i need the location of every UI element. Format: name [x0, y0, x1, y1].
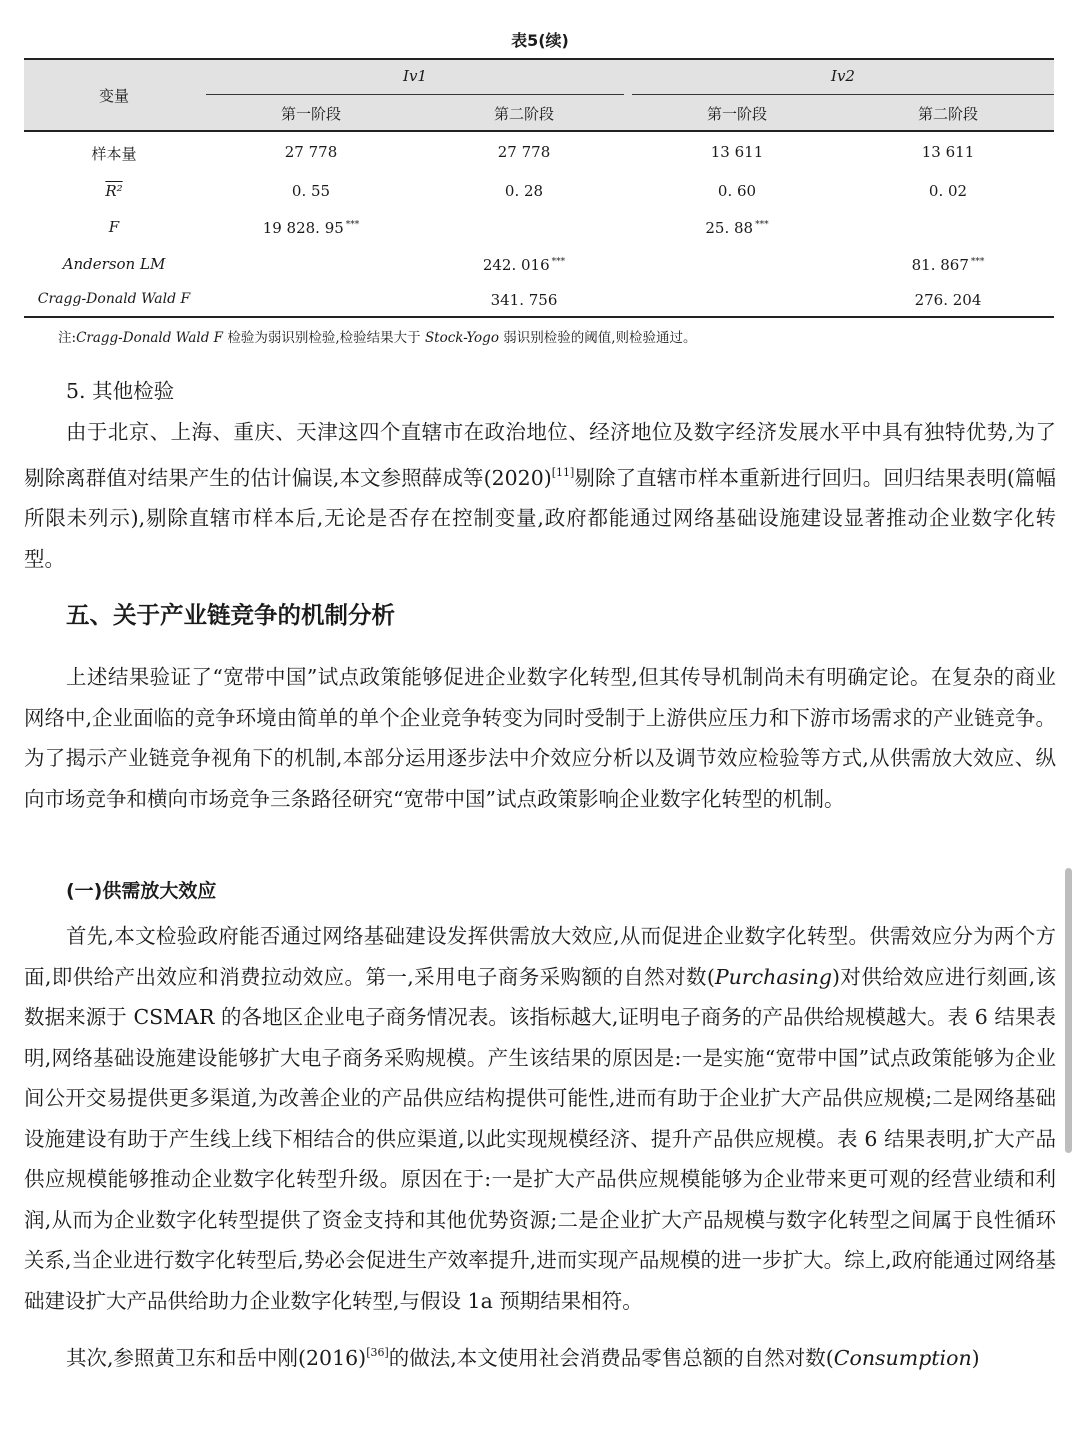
vertical-scrollbar[interactable] — [1065, 868, 1072, 1153]
table-cell — [632, 219, 842, 237]
table-title: 表5(续) — [511, 31, 569, 50]
header-group-iv2: Iv2 — [831, 67, 855, 85]
header-iv2-stage2: 第二阶段 — [917, 105, 978, 123]
table-header-rule — [24, 130, 1054, 132]
paragraph — [24, 412, 1056, 579]
table-cell: 0. 60 — [717, 182, 757, 200]
paragraph-text: 的做法,本文使用社会消费品零售总额的自然对数( — [388, 1346, 834, 1370]
table-cell — [206, 219, 416, 237]
significance-stars: *** — [345, 220, 360, 230]
note-text: 检验为弱识别检验,检验结果大于 — [223, 330, 425, 346]
note-prefix: 注: — [58, 330, 77, 346]
header-group-iv1: Iv1 — [403, 67, 427, 85]
significance-stars: *** — [551, 257, 566, 267]
group1-underline — [206, 94, 624, 95]
table-cell: 27 778 — [284, 143, 338, 161]
cell-value: 25. 88 — [705, 219, 754, 237]
row-label-sample-size: 样本量 — [91, 145, 137, 163]
header-iv1-stage1: 第一阶段 — [280, 105, 341, 123]
group2-underline — [632, 94, 1054, 95]
significance-stars: *** — [755, 220, 769, 230]
table-cell: 27 778 — [497, 143, 551, 161]
table-cell — [842, 256, 1054, 274]
header-iv1-stage2: 第二阶段 — [493, 105, 554, 123]
table-cell: 0. 55 — [291, 182, 331, 200]
paragraph-text: 首先,本文检验政府能否通过网络基础建设发挥供需放大效应,从而促进企业数字化转型。供需效应分为两个方面,即供给产出效应和消费拉动效应。第一,采用电子商务采购额的自然对数( — [24, 924, 1056, 989]
table-cell: 276. 204 — [914, 291, 982, 309]
header-iv2-stage1: 第一阶段 — [706, 105, 767, 123]
paragraph — [24, 916, 1056, 1321]
citation: [36] — [366, 1346, 389, 1359]
row-label-adjusted-r2 — [24, 182, 204, 200]
paragraph-text: ) — [971, 1346, 980, 1370]
paragraph-text: 其次,参照黄卫东和岳中刚(2016) — [66, 1346, 367, 1370]
note-term: Stock-Yogo — [424, 330, 499, 346]
table-cell: 0. 28 — [504, 182, 544, 200]
paragraph: 上述结果验证了“宽带中国”试点政策能够促进企业数字化转型,但其传导机制尚未有明确定论。在复杂的商业网络中,企业面临的竞争环境由简单的单个企业竞争转变为同时受制于上游供应压力和下游市场需求的产业链竞争。为了揭示产业链竞争视角下的机制,本部分运用逐步法中介效应分析以及调节效应检验等方式,从供需放大效应、纵向市场竞争和横向市场竞争三条路径研究“宽带中国”试点政策影响企业数字化转型的机制。 — [24, 665, 1056, 811]
variable-term: Purchasing — [714, 964, 832, 989]
table-cell: 13 611 — [921, 143, 975, 161]
paragraph-text: )对供给效应进行刻画,该数据来源于 CSMAR 的各地区企业电子商务情况表。该指标越大,证明电子商务的产品供给规模越大。表 6 结果表明,网络基础设施建设能够扩大电子商务采购规模。产生该结果的原因是:一是实施“宽带中国”试点政策能够为企业间公开交易提供更多渠道,为改善企业的产品供应结构提供可能性,进而有助于企业扩大产品供应规模;二是网络基础设施建设有助于产生线上线下相结合的供应渠道,以此实现规模经济、提升产品供应规模。表 6 结果表明,扩大产品供应规模能够推动企业数字化转型升级。原因在于:一是扩大产品供应规模能够为企业带来更可观的经营业绩和利润,从而为企业数字化转型提供了资金支持和其他优势资源;二是企业扩大产品规模与数字化转型之间属于良性循环关系,当企业进行数字化转型后,势必会促进生产效率提升,进而实现产品规模的进一步扩大。综上,政府能通过网络基础建设扩大产品供给助力企业数字化转型,与假设 1a 预期结果相符。 — [24, 964, 1056, 1313]
cell-value: 242. 016 — [482, 256, 550, 274]
table-cell: 0. 02 — [928, 182, 968, 200]
table-top-rule — [24, 58, 1054, 60]
table-bottom-rule — [24, 316, 1054, 318]
subsection-heading-other-tests: 5. 其他检验 — [66, 379, 175, 403]
row-label-cragg-donald-wald-f: Cragg-Donald Wald F — [37, 291, 191, 307]
cell-value: 19 828. 95 — [262, 219, 344, 237]
row-label-anderson-lm: Anderson LM — [62, 255, 166, 273]
note-term: Cragg-Donald Wald F — [76, 330, 224, 346]
row-label-f: F — [108, 218, 120, 236]
citation: [11] — [551, 465, 575, 479]
significance-stars: *** — [970, 257, 985, 267]
table-cell: 13 611 — [710, 143, 764, 161]
table-note — [58, 326, 697, 346]
subsection-heading-supply-demand: (一)供需放大效应 — [66, 880, 217, 902]
table-cell: 341. 756 — [490, 291, 558, 309]
variable-term: Consumption — [833, 1346, 972, 1370]
cell-value: 81. 867 — [911, 256, 969, 274]
paragraph — [24, 1333, 1056, 1379]
paragraph-text: 由于北京、上海、重庆、天津这四个直辖市在政治地位、经济地位及数字经济发展水平中具有独特优势,为了剔除离群值对结果产生的估计偏误,本文参照薛成等(2020) — [24, 420, 1056, 490]
header-variable: 变量 — [98, 87, 129, 105]
table-cell — [416, 256, 632, 274]
adjusted-r2-symbol: R² — [105, 182, 123, 200]
paragraph-text: 剔除了直辖市样本重新进行回归。回归结果表明(篇幅所限未列示),剔除直辖市样本后,无论是否存在控制变量,政府都能通过网络基础设施建设显著推动企业数字化转型。 — [24, 465, 1056, 571]
section-heading: 五、关于产业链竞争的机制分析 — [66, 601, 395, 629]
note-text: 弱识别检验的阈值,则检验通过。 — [498, 330, 697, 346]
